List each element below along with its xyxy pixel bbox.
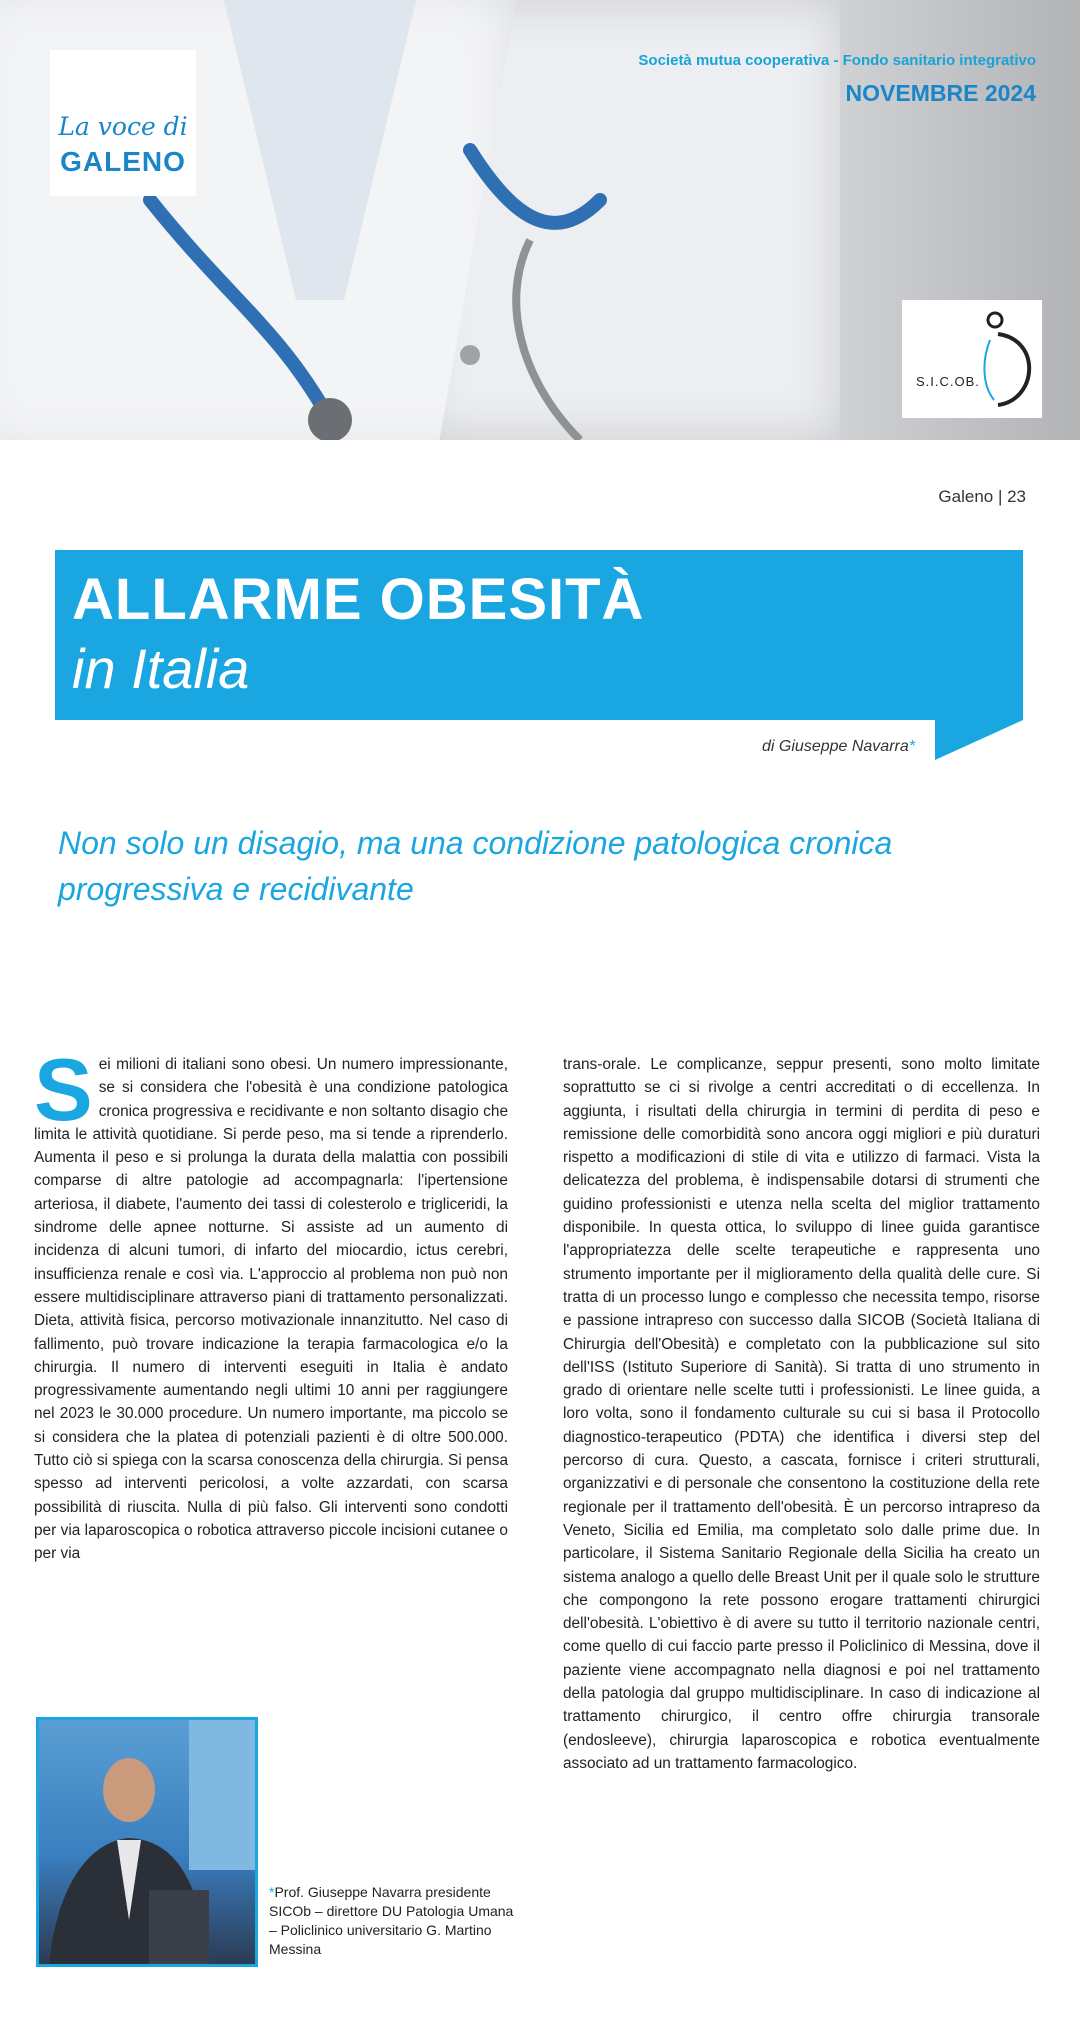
title-banner-tail — [935, 720, 1023, 760]
header-photo — [0, 0, 1080, 440]
logo-tagline: La voce di — [58, 112, 188, 141]
byline — [762, 738, 915, 756]
byline-mark: * — [908, 738, 915, 755]
body-text-2: trans-orale. Le complicanze, seppur presenti, sono molto limitate soprattutto se ci si rivolge a centri accreditati o di eccellenza. In aggiunta, i risultati della chirurgia in termini di perdita di peso e remissione delle comorbidità sono ancora oggi migliori e più duraturi rispetto a modificazioni di stile di vita e utilizzo di farmaci. Vista la delicatezza del problema, è indispensabile dotarsi di strumenti che guidino professionisti e utenza nella scelta del miglior trattamento disponibile. In questa ottica, lo sviluppo di linee guida garantisce l'appropriatezza delle scelte terapeutiche e rappresenta uno strumento importante per il miglioramento della qualità delle cure. Si tratta di un processo lungo e complesso che necessita tempo, risorse e passione intrapreso con successo dalla SICOB (Società Italiana di Chirurgia dell'Obesità) e completato con la pubblicazione sul sito dell'ISS (Istituto Superiore di Sanità). Si tratta di uno strumento in grado di orientare nelle scelte tutti i professionisti. Le linee guida, a loro volta, sono il fondamento culturale su cui si basa il Protocollo diagnostico-terapeutico (PDTA) che identifica i diversi step del percorso di cura. Questo, a cascata, fornisce i criteri strutturali, organizzativi e di personale che consentono la costituzione della rete regionale per il trattamento dell'obesità. È un percorso intrapreso da Veneto, Sicilia ed Emilia, ma completato solo dalle prime due. In particolare, il Sistema Sanitario Regionale della Sicilia ha creato un sistema analogo a quello delle Breast Unit per il quale solo le strutture che compongono la rete possono erogare trattamenti chirurgici dell'obesità. L'obiettivo è di avere su tutto il territorio nazionale centri, come quello di cui faccio parte presso il Policlinico di Messina, dove il paziente viene accompagnato nella diagnosi e poi nel trattamento della patologia dal gruppo multidisciplinare. In caso di indicazione al trattamento chirurgico, il centro offre chirurgia transorale (endosleeve), chirurgia laparoscopica e robotica eventualmente associato ad un trattamento farmacologico. — [563, 1056, 1040, 1772]
article-title: ALLARME OBESITÀ — [72, 567, 645, 632]
title-banner — [55, 550, 1023, 720]
article-subtitle: Non solo un disagio, ma una condizione patologica cronica progressiva e recidivante — [58, 825, 893, 907]
article-title-sub: in Italia — [72, 637, 250, 700]
byline-author: di Giuseppe Navarra — [762, 738, 909, 755]
author-photo — [36, 1717, 258, 1967]
sicob-text: S.I.C.OB. — [916, 374, 980, 389]
sicob-mark-icon — [902, 300, 1042, 418]
caption-mark: * — [269, 1884, 275, 1900]
galeno-logo — [50, 50, 196, 196]
logo-name: GALENO — [60, 146, 186, 177]
caption-text: Prof. Giuseppe Navarra presidente SICOb – direttore DU Patologia Umana – Policlinico universitario G. Martino Messina — [269, 1884, 514, 1957]
publisher-subtitle: Società mutua cooperativa - Fondo sanitario integrativo — [638, 52, 1036, 69]
issue-date: NOVEMBRE 2024 — [845, 80, 1036, 106]
page-number: Galeno | 23 — [938, 487, 1026, 506]
body-column-right — [563, 1053, 1040, 1775]
body-text-1: ei milioni di italiani sono obesi. Un numero impressionante, se si considera che l'obesità è una condizione patologica cronica progressiva e recidivante e non soltanto disagio che limita le attività quotidiane. Si perde peso, ma si tende a riprenderlo. Aumenta il peso e si prolunga la durata della malattia con possibili comparse di altre patologie ad accompagnarla: l'ipertensione arteriosa, il diabete, l'aumento dei tassi di colesterolo e trigliceridi, la sindrome delle apnee notturne. Si assiste ad un aumento di incidenza di alcuni tumori, di infarto del miocardio, ictus cerebri, insufficienza renale e così via. L'approccio al problema non può non essere multidisciplinare attraverso piani di trattamento personalizzati. Dieta, attività fisica, percorso motivazionale innanzitutto. Nel caso di fallimento, può trovare indicazione la terapia farmacologica e/o la chirurgia. Il numero di interventi eseguiti in Italia è andato progressivamente aumentando negli ultimi 10 anni per raggiungere nel 2023 le 30.000 procedure. Un numero importante, ma piccolo se si considera che la platea di potenziali pazienti è di oltre 500.000. Tutto ciò si spiega con la scarsa conoscenza della chirurgia. Si pensa spesso ad interventi pericolosi, a volte azzardati, con scarsa possibilità di riuscita. Nulla di più falso. Gli interventi sono condotti per via laparoscopica o robotica attraverso piccole incisioni cutanee o per via — [34, 1056, 508, 1563]
body-column-left — [34, 1040, 508, 1566]
speaker-figure-icon — [39, 1720, 255, 1964]
drop-cap: S — [34, 1040, 93, 1139]
sicob-logo — [902, 300, 1042, 418]
photo-caption — [269, 1883, 519, 1959]
